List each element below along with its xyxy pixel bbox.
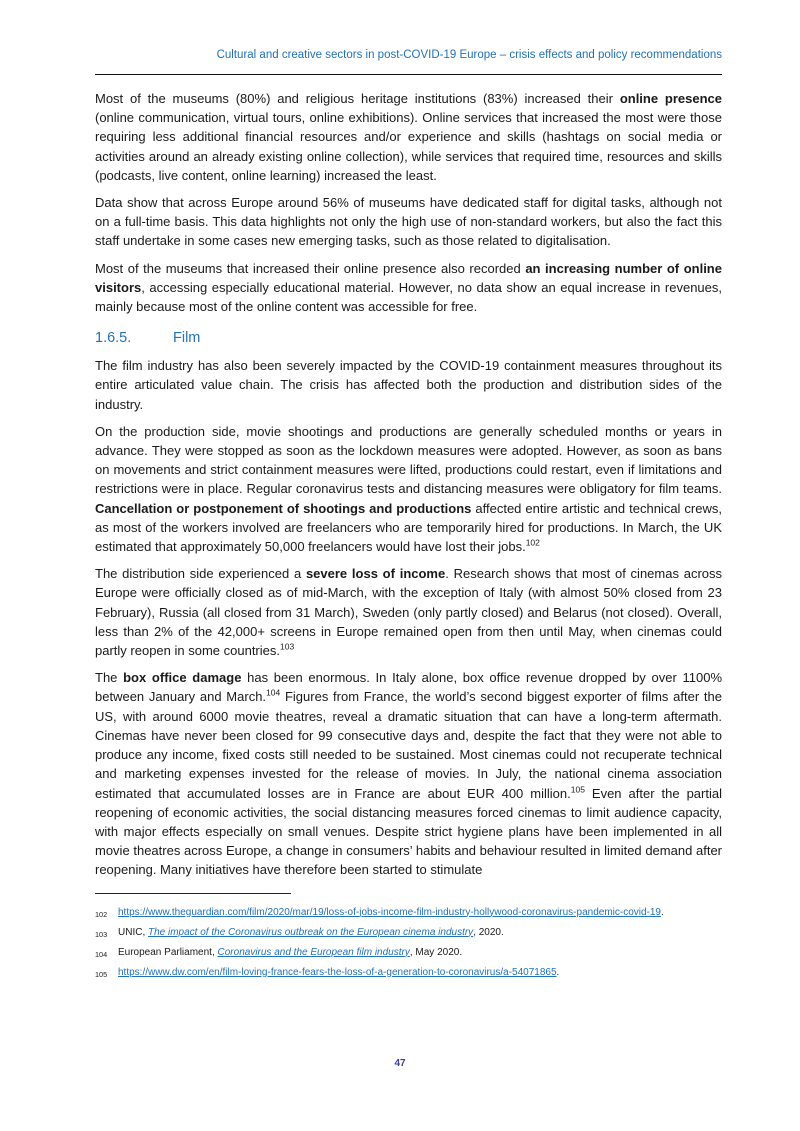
paragraph bbox=[95, 422, 722, 556]
footnote-link[interactable]: Coronavirus and the European film industry bbox=[217, 946, 410, 958]
intro-section bbox=[95, 89, 722, 316]
text-segment: box office damage bbox=[123, 670, 242, 686]
paragraph bbox=[95, 89, 722, 185]
footnote-link[interactable]: https://www.dw.com/en/film-loving-france-fears-the-loss-of-a-generation-to-coronavirus/a-54071865 bbox=[118, 966, 557, 978]
paragraph bbox=[95, 356, 722, 414]
text-segment: Most of the museums that increased their online presence also recorded bbox=[95, 260, 526, 276]
footnote-text bbox=[118, 904, 722, 924]
text-segment: online presence bbox=[619, 91, 723, 106]
text-segment: The distribution side experienced a bbox=[95, 566, 306, 582]
text-segment: , accessing especially educational material. However, no data show an equal increase in revenues, mainly because most of the online content was accessible for free. bbox=[95, 279, 722, 315]
page-footer bbox=[0, 1058, 800, 1069]
text-segment: Cancellation or postponement of shootings and productions bbox=[95, 500, 472, 516]
text-segment: affected entire artistic and technical crews, as most of the workers involved are freelancers who are temporarily hired for productions. In March, the UK estimated that approximately 50,000 freelancers would have lost their jobs. bbox=[95, 500, 722, 555]
section-title: Film bbox=[173, 330, 201, 347]
text-segment: UNIC, bbox=[118, 926, 148, 938]
text-segment: The bbox=[95, 670, 124, 686]
footnote-reference: 104 bbox=[266, 688, 281, 699]
footnote bbox=[95, 964, 722, 984]
page-number: 47 bbox=[394, 1058, 406, 1069]
footnote bbox=[95, 944, 722, 964]
footnote-text bbox=[118, 944, 722, 964]
footnote-number: 102 bbox=[95, 909, 108, 919]
text-segment: severe loss of income bbox=[305, 566, 446, 582]
footnote-text bbox=[118, 924, 722, 944]
text-segment: Figures from France, the world’s second biggest exporter of films after the US, with around 6000 movie theatres, reveal a dramatic situation that can have a long-term aftermath. Cinemas have never been closed for 99 consecutive days and, despite the fact that they were not able to produce any income, fixed costs still needed to be sustained. Most cinemas could not recuperate technical and marketing expenses invested for the release of movies. In July, the national cinema association estimated that accumulated losses are in France are about EUR 400 million. bbox=[95, 689, 722, 801]
footnote-number: 105 bbox=[95, 969, 108, 979]
text-segment: European Parliament, bbox=[118, 946, 218, 958]
footnote-number: 103 bbox=[95, 929, 108, 939]
paragraph bbox=[95, 564, 722, 660]
text-segment: , May 2020. bbox=[409, 946, 463, 958]
text-segment: The film industry has also been severely impacted by the COVID-19 containment measures throughout its entire articulated value chain. The crisis has affected both the production and distribution sides of the industry. bbox=[95, 358, 722, 412]
header-divider bbox=[95, 74, 722, 75]
footnote-reference: 102 bbox=[525, 537, 540, 548]
text-segment: . bbox=[661, 906, 664, 918]
text-segment: Even after the partial reopening of economic activities, the social distancing measures forced cinemas to limit audience capacity, with major effects especially on small venues. Despite strict hygiene plans have been implemented in all movie theatres across Europe, a change in consumers’ habits and behaviour resulted in limited demand after reopening. Many initiatives have therefore been started to stimulate bbox=[95, 785, 722, 878]
text-segment: On the production side, movie shootings and productions are generally scheduled months or years in advance. They were stopped as soon as the lockdown measures were adopted. However, as soon as bans on movements and strict containment measures were lifted, productions could restart, even if limitations and restrictions were in place. Regular coronavirus tests and distancing measures were obligatory for film teams. bbox=[95, 423, 722, 497]
footnotes bbox=[95, 904, 722, 984]
text-segment: Most of the museums (80%) and religious heritage institutions (83%) increased their bbox=[95, 91, 620, 106]
text-segment: an increasing number of online visitors bbox=[95, 260, 722, 295]
section-number: 1.6.5. bbox=[95, 330, 132, 347]
text-segment: , 2020. bbox=[473, 926, 504, 938]
page-header bbox=[95, 48, 722, 62]
text-segment: . Research shows that most of cinemas across Europe were officially closed as of mid-March, with the exception of Italy (with almost 50% closed from 23 February), Russia (all closed from 31 March), Sweden (only partly closed) and Belarus (not closed). Overall, less than 2% of the 42,000+ screens in Europe remained open from then until May, when cinemas could partly reopen in some countries. bbox=[95, 566, 723, 659]
footnote bbox=[95, 924, 722, 944]
paragraph bbox=[95, 193, 722, 251]
text-segment: has been enormous. In Italy alone, box office revenue dropped by over 1100% between January and March. bbox=[95, 670, 723, 705]
footnote-link[interactable]: https://www.theguardian.com/film/2020/mar/19/loss-of-jobs-income-film-industry-hollywood-coronavirus-pandemic-covid-19 bbox=[118, 906, 661, 918]
text-segment: Data show that across Europe around 56% of museums have dedicated staff for digital tasks, although not on a full-time basis. This data highlights not only the high use of non-standard workers, but also the fact this staff undertake in some cases new emerging tasks, such as those related to digitalisation. bbox=[95, 195, 722, 249]
footnote-reference: 103 bbox=[279, 641, 295, 652]
footnote-text bbox=[118, 964, 722, 984]
footnote-separator bbox=[95, 893, 291, 894]
running-title: Cultural and creative sectors in post-COVID-19 Europe – crisis effects and policy recommendations bbox=[216, 49, 722, 61]
paragraph bbox=[95, 668, 722, 879]
film-section bbox=[95, 356, 722, 879]
paragraph bbox=[95, 259, 722, 317]
footnote bbox=[95, 904, 722, 924]
text-segment: . bbox=[556, 966, 560, 978]
footnote-number: 104 bbox=[95, 949, 108, 959]
footnote-reference: 105 bbox=[570, 784, 585, 795]
section-heading bbox=[95, 330, 722, 346]
text-segment: (online communication, virtual tours, online exhibitions). Online services that increased the most were those requiring less additional financial resources and/or experience and skills (hashtags on social media or activities around an already existing online collection), while services that required time, resources and skills (podcasts, live content, online learning) increased the least. bbox=[95, 110, 722, 183]
footnote-link[interactable]: The impact of the Coronavirus outbreak on the European cinema industry bbox=[148, 926, 474, 938]
